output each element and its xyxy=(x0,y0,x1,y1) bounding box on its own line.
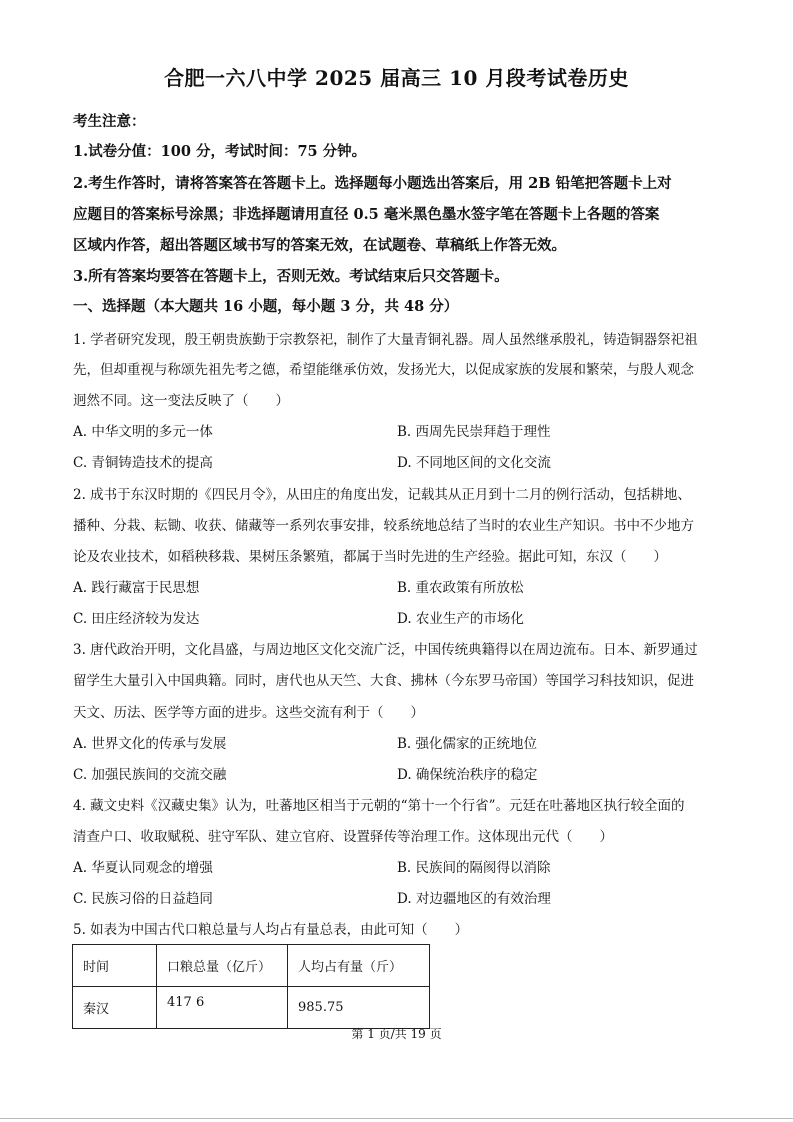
question-2-option-c: C. 田庄经济较为发达 xyxy=(73,611,200,627)
page-footer: 第 1 页/共 19 页 xyxy=(351,1027,442,1041)
notice-line-2: 2.考生作答时，请将答案答在答题卡上。选择题每小题选出答案后，用 2B 铅笔把答题卡上对 xyxy=(73,175,672,192)
question-1-option-b: B. 西周先民崇拜趋于理性 xyxy=(397,424,551,440)
section-heading: 一、选择题（本大题共 16 小题，每小题 3 分，共 48 分） xyxy=(73,298,459,315)
notice-heading: 考生注意： xyxy=(73,113,146,130)
question-3-line-2: 留学生大量引入中国典籍。同时，唐代也从天竺、大食、拂林（今东罗马帝国）等国学习科技知识，促进 xyxy=(73,673,694,689)
question-1-option-d: D. 不同地区间的文化交流 xyxy=(397,455,551,471)
question-3-line-1: 3. 唐代政治开明，文化昌盛，与周边地区文化交流广泛，中国传统典籍得以在周边流布。日本、新罗通过 xyxy=(73,642,698,658)
question-1-line-1: 1. 学者研究发现，殷王朝贵族勤于宗教祭祀，制作了大量青铜礼器。周人虽然继承殷礼，铸造铜器祭祀祖 xyxy=(73,332,698,348)
question-3-option-c: C. 加强民族间的交流交融 xyxy=(73,767,227,783)
question-2-option-d: D. 农业生产的市场化 xyxy=(397,611,524,627)
question-2-option-b: B. 重农政策有所放松 xyxy=(397,580,524,596)
question-1-option-c: C. 青铜铸造技术的提高 xyxy=(73,455,213,471)
table-cell: 985.75 xyxy=(288,987,430,1029)
table-row xyxy=(73,987,430,1029)
question-4-line-2: 清查户口、收取赋税、驻守军队、建立官府、设置驿传等治理工作。这体现出元代（ ） xyxy=(73,829,613,845)
notice-line-1: 1.试卷分值：100 分，考试时间：75 分钟。 xyxy=(73,143,367,160)
question-3-option-a: A. 世界文化的传承与发展 xyxy=(73,736,227,752)
question-2-line-3: 论及农业技术，如稻秧移栽、果树压条繁殖，都属于当时先进的生产经验。据此可知，东汉（ ） xyxy=(73,549,667,565)
table-cell: 秦汉 xyxy=(73,987,157,1029)
question-1-line-2: 先，但却重视与称颂先祖先考之德，希望能继承仿效，发扬光大，以促成家族的发展和繁荣，与殷人观念 xyxy=(73,362,694,378)
page-title: 合肥一六八中学 2025 届高三 10 月段考试卷历史 xyxy=(164,66,629,90)
page-divider xyxy=(0,1118,793,1119)
table-header-cell: 人均占有量（斤） xyxy=(288,945,430,987)
notice-line-3: 应题目的答案标号涂黑；非选择题请用直径 0.5 毫米黑色墨水签字笔在答题卡上各题的答案 xyxy=(73,206,660,223)
question-4-option-a: A. 华夏认同观念的增强 xyxy=(73,860,213,876)
question-4-option-b: B. 民族间的隔阂得以消除 xyxy=(397,860,551,876)
table-header-cell: 口粮总量（亿斤） xyxy=(157,945,288,987)
table-header-cell: 时间 xyxy=(73,945,157,987)
question-3-line-3: 天文、历法、医学等方面的进步。这些交流有利于（ ） xyxy=(73,705,424,721)
notice-line-5: 3.所有答案均要答在答题卡上，否则无效。考试结束后只交答题卡。 xyxy=(73,268,509,285)
question-3-option-d: D. 确保统治秩序的稳定 xyxy=(397,767,538,783)
question-4-option-c: C. 民族习俗的日益趋同 xyxy=(73,891,213,907)
grain-table xyxy=(72,944,430,1029)
question-2-option-a: A. 践行藏富于民思想 xyxy=(73,580,200,596)
question-5-line-1: 5. 如表为中国古代口粮总量与人均占有量总表，由此可知（ ） xyxy=(73,922,469,938)
question-3-option-b: B. 强化儒家的正统地位 xyxy=(397,736,538,752)
question-4-option-d: D. 对边疆地区的有效治理 xyxy=(397,891,551,907)
question-1-option-a: A. 中华文明的多元一体 xyxy=(73,424,213,440)
question-2-line-2: 播种、分栽、耘锄、收获、储藏等一系列农事安排，较系统地总结了当时的农业生产知识。书中不少地方 xyxy=(73,518,694,534)
table-header-row xyxy=(73,945,430,987)
question-1-line-3: 迥然不同。这一变法反映了（ ） xyxy=(73,393,289,409)
question-2-line-1: 2. 成书于东汉时期的《四民月令》，从田庄的角度出发，记载其从正月到十二月的例行活动，包括耕地、 xyxy=(73,487,691,503)
notice-line-4: 区域内作答，超出答题区域书写的答案无效，在试题卷、草稿纸上作答无效。 xyxy=(73,237,566,254)
question-4-line-1: 4. 藏文史料《汉藏史集》认为，吐蕃地区相当于元朝的“第十一个行省”。元廷在吐蕃地区执行较全面的 xyxy=(73,798,685,814)
table-cell: 417 6 xyxy=(157,987,288,1029)
